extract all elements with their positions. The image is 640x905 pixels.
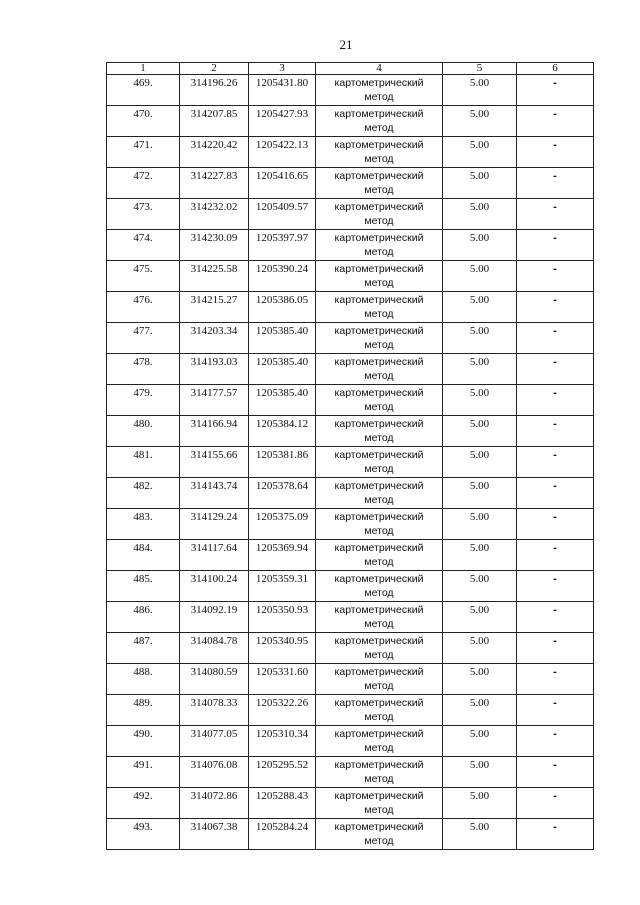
method-cell [316,292,443,323]
y-coordinate-cell: 1205359.31 [249,571,316,602]
precision-cell: 5.00 [443,664,517,695]
y-coordinate-cell: 1205284.24 [249,819,316,850]
method-line-1: картометрический [334,511,424,523]
method-cell [316,416,443,447]
y-coordinate-cell: 1205310.34 [249,726,316,757]
point-number-cell: 481. [107,447,180,478]
precision-cell: 5.00 [443,137,517,168]
point-number-cell: 489. [107,695,180,726]
note-cell: - [517,106,594,137]
y-coordinate-cell: 1205390.24 [249,261,316,292]
header-row [107,63,594,75]
note-cell: - [517,168,594,199]
method-cell [316,447,443,478]
note-cell: - [517,261,594,292]
precision-cell: 5.00 [443,757,517,788]
coordinates-table [106,62,594,850]
note-cell: - [517,664,594,695]
precision-cell: 5.00 [443,323,517,354]
table-row [107,230,594,261]
y-coordinate-cell: 1205331.60 [249,664,316,695]
header-col-1: 1 [107,63,180,75]
method-cell [316,726,443,757]
x-coordinate-cell: 314117.64 [180,540,249,571]
method-line-1: картометрический [334,201,424,213]
header-col-6: 6 [517,63,594,75]
method-line-1: картометрический [334,108,424,120]
method-line-2: метод [364,215,394,227]
precision-cell: 5.00 [443,354,517,385]
y-coordinate-cell: 1205409.57 [249,199,316,230]
table-row [107,788,594,819]
y-coordinate-cell: 1205385.40 [249,323,316,354]
point-number-cell: 475. [107,261,180,292]
y-coordinate-cell: 1205322.26 [249,695,316,726]
method-line-2: метод [364,494,394,506]
method-line-1: картометрический [334,728,424,740]
x-coordinate-cell: 314227.83 [180,168,249,199]
method-line-1: картометрический [334,139,424,151]
method-line-1: картометрический [334,294,424,306]
method-line-2: метод [364,122,394,134]
x-coordinate-cell: 314078.33 [180,695,249,726]
method-line-2: метод [364,339,394,351]
method-line-2: метод [364,153,394,165]
method-line-2: метод [364,835,394,847]
method-cell [316,106,443,137]
note-cell: - [517,75,594,106]
table-header [107,63,594,75]
header-col-2: 2 [180,63,249,75]
y-coordinate-cell: 1205416.65 [249,168,316,199]
method-line-1: картометрический [334,635,424,647]
point-number-cell: 479. [107,385,180,416]
method-line-1: картометрический [334,356,424,368]
point-number-cell: 472. [107,168,180,199]
method-line-1: картометрический [334,170,424,182]
note-cell: - [517,199,594,230]
precision-cell: 5.00 [443,168,517,199]
precision-cell: 5.00 [443,602,517,633]
x-coordinate-cell: 314220.42 [180,137,249,168]
note-cell: - [517,292,594,323]
point-number-cell: 487. [107,633,180,664]
precision-cell: 5.00 [443,509,517,540]
table-row [107,509,594,540]
x-coordinate-cell: 314207.85 [180,106,249,137]
method-line-2: метод [364,432,394,444]
method-line-2: метод [364,308,394,320]
method-cell [316,757,443,788]
method-line-1: картометрический [334,573,424,585]
x-coordinate-cell: 314193.03 [180,354,249,385]
method-cell [316,664,443,695]
table-row [107,292,594,323]
method-line-2: метод [364,587,394,599]
point-number-cell: 478. [107,354,180,385]
point-number-cell: 486. [107,602,180,633]
method-line-1: картометрический [334,418,424,430]
x-coordinate-cell: 314084.78 [180,633,249,664]
method-cell [316,354,443,385]
note-cell: - [517,478,594,509]
note-cell: - [517,602,594,633]
table-row [107,106,594,137]
x-coordinate-cell: 314177.57 [180,385,249,416]
method-line-2: метод [364,463,394,475]
method-line-2: метод [364,649,394,661]
table-row [107,633,594,664]
note-cell: - [517,230,594,261]
table-row [107,478,594,509]
point-number-cell: 485. [107,571,180,602]
method-line-2: метод [364,184,394,196]
table-row [107,819,594,850]
table-body [107,75,594,850]
point-number-cell: 470. [107,106,180,137]
method-line-1: картометрический [334,759,424,771]
note-cell: - [517,416,594,447]
method-cell [316,168,443,199]
page-number: 21 [339,37,353,52]
point-number-cell: 488. [107,664,180,695]
x-coordinate-cell: 314215.27 [180,292,249,323]
method-line-2: метод [364,773,394,785]
precision-cell: 5.00 [443,540,517,571]
method-line-2: метод [364,556,394,568]
y-coordinate-cell: 1205386.05 [249,292,316,323]
method-line-1: картометрический [334,77,424,89]
method-cell [316,571,443,602]
y-coordinate-cell: 1205385.40 [249,385,316,416]
method-line-1: картометрический [334,542,424,554]
table-row [107,602,594,633]
point-number-cell: 477. [107,323,180,354]
table-row [107,168,594,199]
table-row [107,323,594,354]
method-line-2: метод [364,680,394,692]
point-number-cell: 474. [107,230,180,261]
x-coordinate-cell: 314077.05 [180,726,249,757]
method-line-1: картометрический [334,697,424,709]
point-number-cell: 476. [107,292,180,323]
table-row [107,757,594,788]
point-number-cell: 483. [107,509,180,540]
method-cell [316,602,443,633]
method-cell [316,633,443,664]
header-col-4: 4 [316,63,443,75]
method-cell [316,695,443,726]
precision-cell: 5.00 [443,726,517,757]
method-line-1: картометрический [334,325,424,337]
header-col-3: 3 [249,63,316,75]
precision-cell: 5.00 [443,261,517,292]
point-number-cell: 492. [107,788,180,819]
note-cell: - [517,509,594,540]
point-number-cell: 473. [107,199,180,230]
y-coordinate-cell: 1205369.94 [249,540,316,571]
table-row [107,199,594,230]
x-coordinate-cell: 314232.02 [180,199,249,230]
point-number-cell: 471. [107,137,180,168]
note-cell: - [517,819,594,850]
x-coordinate-cell: 314092.19 [180,602,249,633]
table-row [107,540,594,571]
method-line-1: картометрический [334,232,424,244]
method-line-2: метод [364,277,394,289]
method-cell [316,199,443,230]
method-line-1: картометрический [334,666,424,678]
y-coordinate-cell: 1205350.93 [249,602,316,633]
x-coordinate-cell: 314080.59 [180,664,249,695]
note-cell: - [517,447,594,478]
method-line-2: метод [364,91,394,103]
note-cell: - [517,788,594,819]
table-row [107,385,594,416]
method-cell [316,509,443,540]
method-line-1: картометрический [334,790,424,802]
precision-cell: 5.00 [443,385,517,416]
method-line-1: картометрический [334,263,424,275]
y-coordinate-cell: 1205384.12 [249,416,316,447]
point-number-cell: 491. [107,757,180,788]
table-row [107,664,594,695]
table-row [107,726,594,757]
method-cell [316,261,443,292]
x-coordinate-cell: 314129.24 [180,509,249,540]
method-line-1: картометрический [334,604,424,616]
method-line-2: метод [364,711,394,723]
table-row [107,416,594,447]
precision-cell: 5.00 [443,478,517,509]
table-row [107,447,594,478]
table-row [107,137,594,168]
method-cell [316,788,443,819]
x-coordinate-cell: 314076.08 [180,757,249,788]
x-coordinate-cell: 314143.74 [180,478,249,509]
note-cell: - [517,323,594,354]
precision-cell: 5.00 [443,292,517,323]
method-line-2: метод [364,370,394,382]
table-row [107,695,594,726]
x-coordinate-cell: 314203.34 [180,323,249,354]
y-coordinate-cell: 1205431.80 [249,75,316,106]
method-cell [316,323,443,354]
method-line-2: метод [364,401,394,413]
method-line-2: метод [364,525,394,537]
method-line-2: метод [364,742,394,754]
note-cell: - [517,695,594,726]
precision-cell: 5.00 [443,75,517,106]
method-cell [316,137,443,168]
point-number-cell: 493. [107,819,180,850]
y-coordinate-cell: 1205295.52 [249,757,316,788]
y-coordinate-cell: 1205375.09 [249,509,316,540]
method-line-2: метод [364,246,394,258]
precision-cell: 5.00 [443,106,517,137]
method-line-1: картометрический [334,821,424,833]
precision-cell: 5.00 [443,571,517,602]
method-line-1: картометрический [334,387,424,399]
precision-cell: 5.00 [443,230,517,261]
method-line-2: метод [364,618,394,630]
x-coordinate-cell: 314155.66 [180,447,249,478]
table-row [107,261,594,292]
y-coordinate-cell: 1205378.64 [249,478,316,509]
table-row [107,75,594,106]
header-col-5: 5 [443,63,517,75]
y-coordinate-cell: 1205397.97 [249,230,316,261]
x-coordinate-cell: 314166.94 [180,416,249,447]
x-coordinate-cell: 314100.24 [180,571,249,602]
note-cell: - [517,540,594,571]
x-coordinate-cell: 314067.38 [180,819,249,850]
note-cell: - [517,137,594,168]
method-cell [316,75,443,106]
point-number-cell: 490. [107,726,180,757]
note-cell: - [517,726,594,757]
precision-cell: 5.00 [443,633,517,664]
method-cell [316,819,443,850]
precision-cell: 5.00 [443,199,517,230]
table-row [107,571,594,602]
method-line-2: метод [364,804,394,816]
y-coordinate-cell: 1205385.40 [249,354,316,385]
point-number-cell: 480. [107,416,180,447]
y-coordinate-cell: 1205422.13 [249,137,316,168]
y-coordinate-cell: 1205427.93 [249,106,316,137]
x-coordinate-cell: 314072.86 [180,788,249,819]
note-cell: - [517,385,594,416]
method-cell [316,540,443,571]
note-cell: - [517,633,594,664]
point-number-cell: 484. [107,540,180,571]
x-coordinate-cell: 314196.26 [180,75,249,106]
method-cell [316,230,443,261]
method-line-1: картометрический [334,480,424,492]
y-coordinate-cell: 1205381.86 [249,447,316,478]
note-cell: - [517,571,594,602]
note-cell: - [517,757,594,788]
y-coordinate-cell: 1205340.95 [249,633,316,664]
y-coordinate-cell: 1205288.43 [249,788,316,819]
method-cell [316,478,443,509]
method-line-1: картометрический [334,449,424,461]
precision-cell: 5.00 [443,788,517,819]
precision-cell: 5.00 [443,819,517,850]
precision-cell: 5.00 [443,447,517,478]
x-coordinate-cell: 314230.09 [180,230,249,261]
point-number-cell: 482. [107,478,180,509]
table-row [107,354,594,385]
precision-cell: 5.00 [443,416,517,447]
point-number-cell: 469. [107,75,180,106]
note-cell: - [517,354,594,385]
x-coordinate-cell: 314225.58 [180,261,249,292]
precision-cell: 5.00 [443,695,517,726]
method-cell [316,385,443,416]
